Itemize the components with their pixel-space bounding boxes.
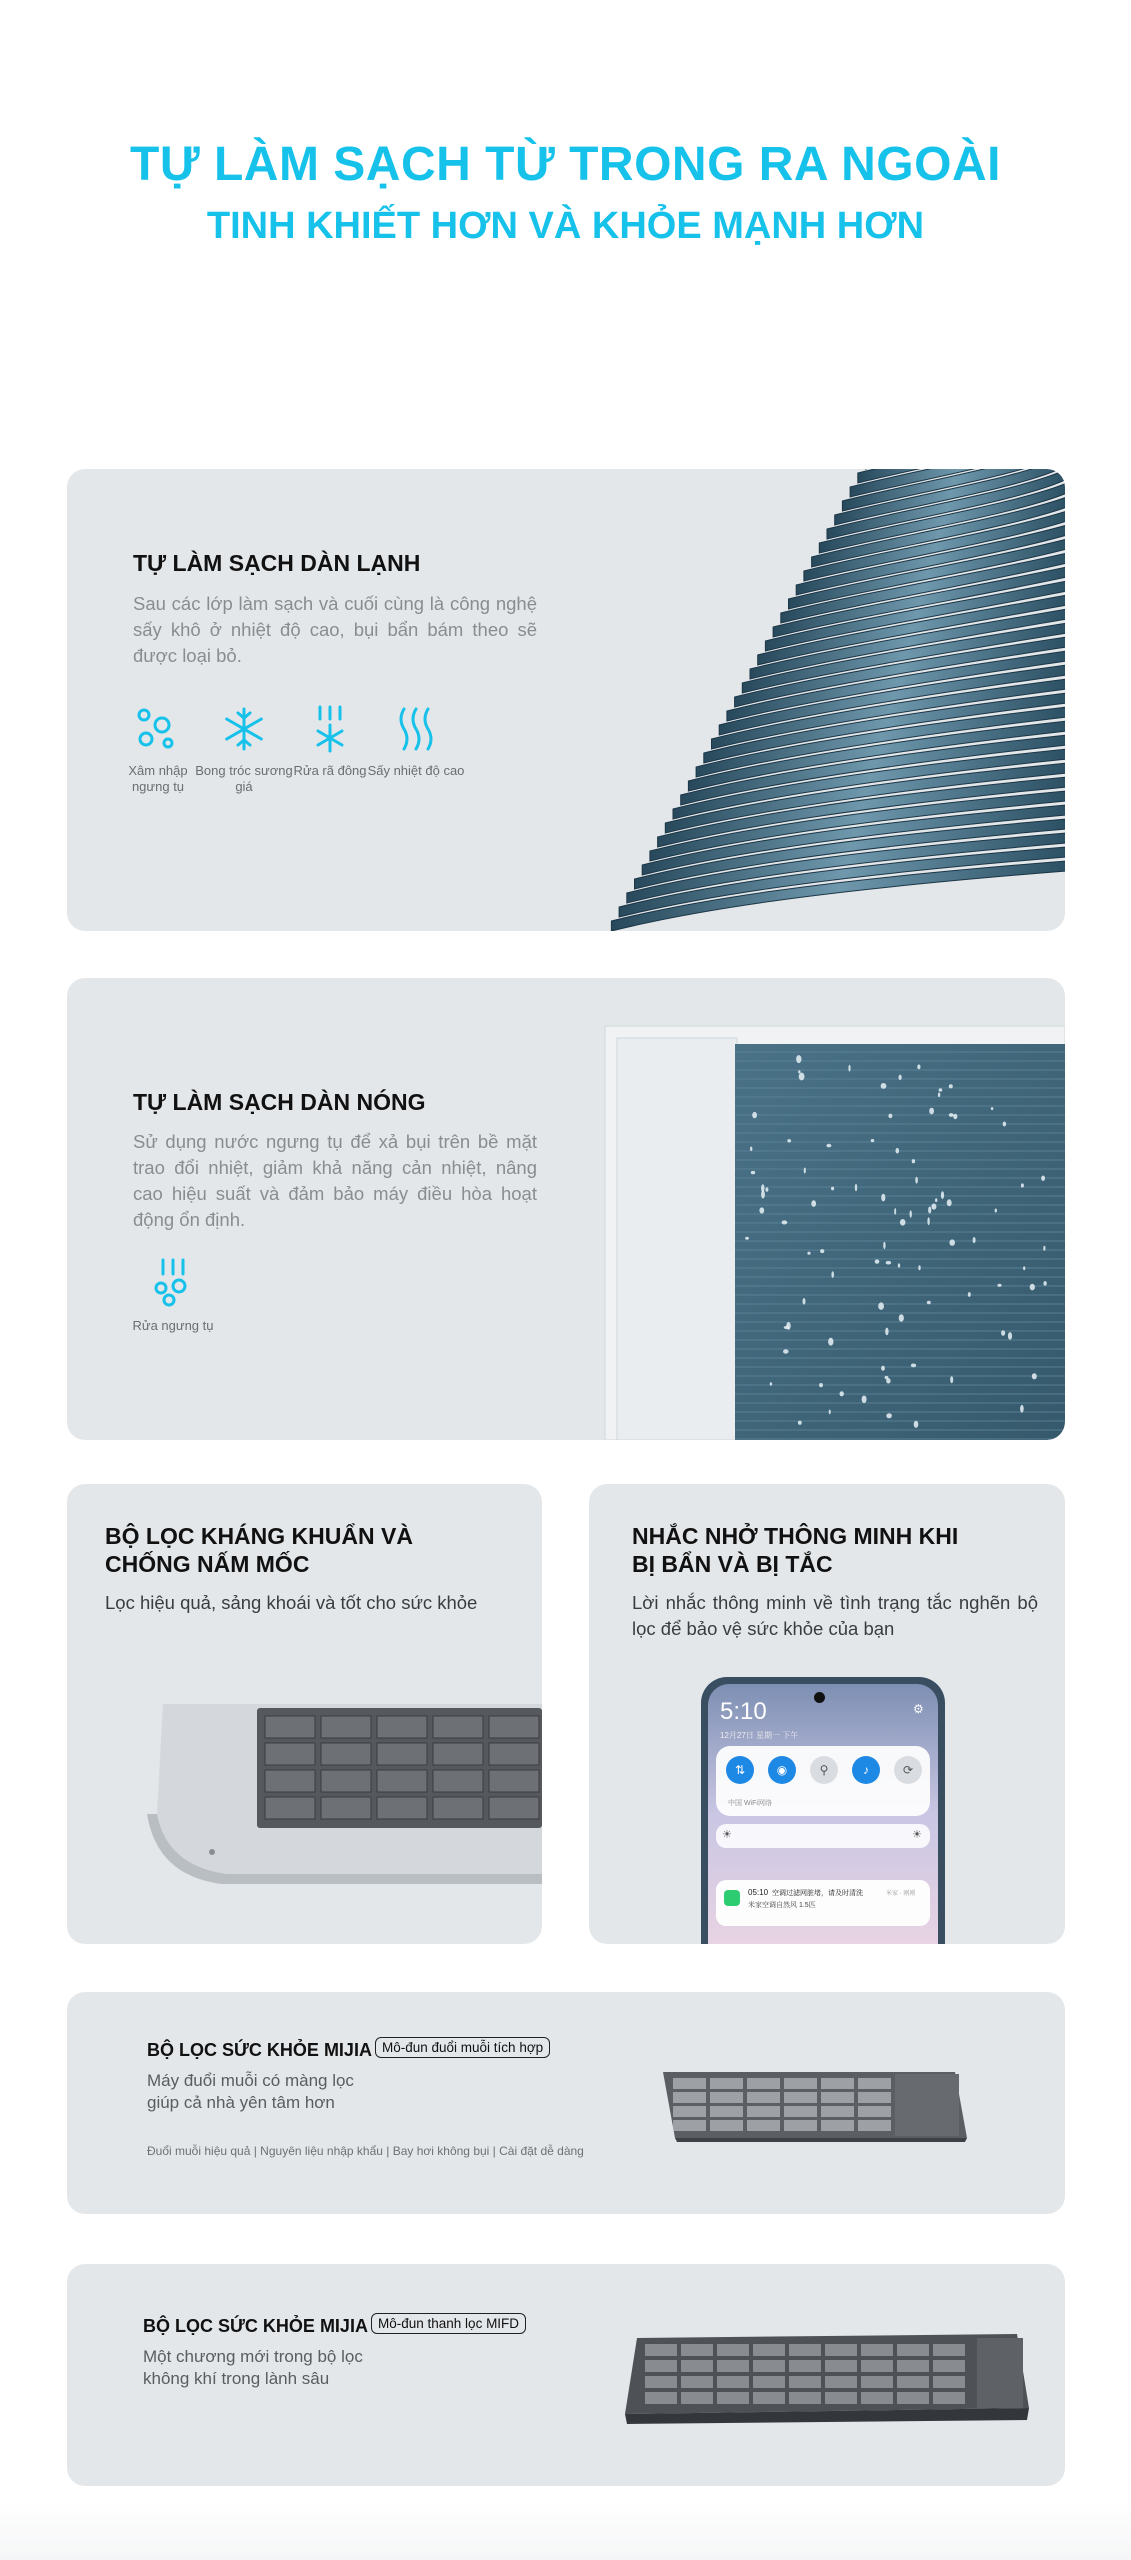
quick-toggle-flashlight-icon[interactable]: ⚲	[810, 1756, 838, 1784]
mijia-1-tag: Mô-đun đuổi muỗi tích hợp	[375, 2037, 550, 2058]
quick-toggle-rotate-icon[interactable]: ⟳	[894, 1756, 922, 1784]
mijia-1-subtitle: Máy đuổi muỗi có màng lọc giúp cả nhà yên tâm hơn	[147, 2071, 354, 2112]
cold-coil-image	[67, 469, 1065, 931]
quick-toggle-data-icon[interactable]: ⇅	[726, 1756, 754, 1784]
mosquito-filter-image	[655, 2068, 971, 2144]
hot-coil-card	[67, 978, 1065, 1440]
feature-label: Bong tróc sương giá	[195, 763, 293, 794]
control-center-panel	[716, 1746, 930, 1816]
feature-label: Rửa ngưng tụ	[132, 1318, 214, 1333]
cold-coil-description: Sau các lớp làm sạch và cuối cùng là công nghệ sấy khô ở nhiệt độ cao, bụi bẩn bám theo sẽ được loại bỏ.	[133, 593, 537, 666]
notif-line2: 米家空调自然风 1.5匹	[748, 1902, 816, 1909]
condensate-wash-icon	[149, 1258, 197, 1308]
bubbles-icon	[134, 705, 182, 753]
brightness-max-icon: ☀	[912, 1829, 922, 1841]
mifd-filter-image	[617, 2328, 1037, 2428]
snowflake-icon	[220, 705, 268, 753]
phone-time: 5:10	[720, 1698, 767, 1725]
feature-condensate-penetration	[108, 705, 208, 795]
filter-card-title: BỘ LỌC KHÁNG KHUẨN VÀ CHỐNG NẤM MỐC	[105, 1523, 413, 1577]
feature-condensate-wash	[123, 1258, 223, 1334]
settings-icon: ⚙	[913, 1702, 924, 1716]
brightness-icon: ☀	[722, 1829, 732, 1841]
feature-label: Sấy nhiệt độ cao	[367, 763, 465, 778]
mijia-2-title: BỘ LỌC SỨC KHỎE MIJIA	[143, 2316, 368, 2336]
cold-coil-card	[67, 469, 1065, 931]
phone-date: 12月27日 星期一 下午	[720, 1731, 799, 1740]
feature-high-temp-dry	[366, 705, 466, 779]
page-subtitle: TINH KHIẾT HƠN VÀ KHỎE MẠNH HƠN	[206, 205, 925, 247]
mijia-mosquito-card	[67, 1992, 1065, 2214]
notif-meta: 米家 · 刚刚	[886, 1891, 916, 1897]
ac-unit-filter-image	[147, 1694, 542, 1884]
mijia-2-subtitle: Một chương mới trong bộ lọc không khí trong lành sâu	[143, 2347, 363, 2388]
reminder-card-description: Lời nhắc thông minh về tình trạng tắc nghẽn bộ lọc để bảo vệ sức khỏe của bạn	[632, 1592, 1038, 1639]
mijia-1-footer: Đuổi muỗi hiệu quả | Nguyên liệu nhập khẩu | Bay hơi không bụi | Cài đặt dễ dàng	[147, 2144, 584, 2158]
filter-notification[interactable]	[716, 1880, 930, 1926]
heat-waves-icon	[392, 705, 440, 753]
quick-toggle-bell-icon[interactable]: ♪	[852, 1756, 880, 1784]
mijia-app-icon	[724, 1890, 740, 1906]
network-info: 中国 WiFi网络	[728, 1800, 772, 1807]
defrost-wash-icon	[306, 705, 354, 753]
quick-toggle-wifi-icon[interactable]: ◉	[768, 1756, 796, 1784]
cold-coil-title: TỰ LÀM SẠCH DÀN LẠNH	[133, 550, 421, 576]
mijia-1-title: BỘ LỌC SỨC KHỎE MIJIA	[147, 2040, 372, 2060]
feature-label: Rửa rã đông	[293, 763, 367, 778]
smart-reminder-card	[589, 1484, 1065, 1944]
camera-dot	[814, 1692, 825, 1703]
antibacterial-filter-card	[67, 1484, 542, 1944]
mijia-2-tag: Mô-đun thanh lọc MIFD	[371, 2313, 526, 2334]
feature-label: Xâm nhập ngưng tụ	[128, 763, 188, 794]
phone-mockup	[701, 1677, 945, 1944]
hot-coil-description: Sử dụng nước ngưng tụ để xả bụi trên bề mặt trao đổi nhiệt, giảm khả năng cản nhiệt, nâng cao hiệu suất và đảm bảo máy điều hòa hoạt động ổn định.	[133, 1131, 537, 1230]
feature-defrost-wash	[280, 705, 380, 779]
brightness-slider[interactable]	[716, 1824, 930, 1848]
filter-card-description: Lọc hiệu quả, sảng khoái và tốt cho sức khỏe	[105, 1592, 478, 1613]
page-bottom-fade	[0, 2500, 1131, 2560]
notif-time: 05:10	[748, 1888, 769, 1897]
notif-line1: 空调过滤网脏堵，请及时清洗	[772, 1890, 863, 1897]
hot-coil-title: TỰ LÀM SẠCH DÀN NÓNG	[133, 1089, 426, 1115]
mijia-mifd-card	[67, 2264, 1065, 2486]
phone-screen	[708, 1684, 938, 1944]
page-title: TỰ LÀM SẠCH TỪ TRONG RA NGOÀI	[130, 138, 1001, 191]
reminder-card-title: NHẮC NHỞ THÔNG MINH KHI BỊ BẨN VÀ BỊ TẮC	[632, 1523, 959, 1577]
feature-frost-peeling	[194, 705, 294, 795]
